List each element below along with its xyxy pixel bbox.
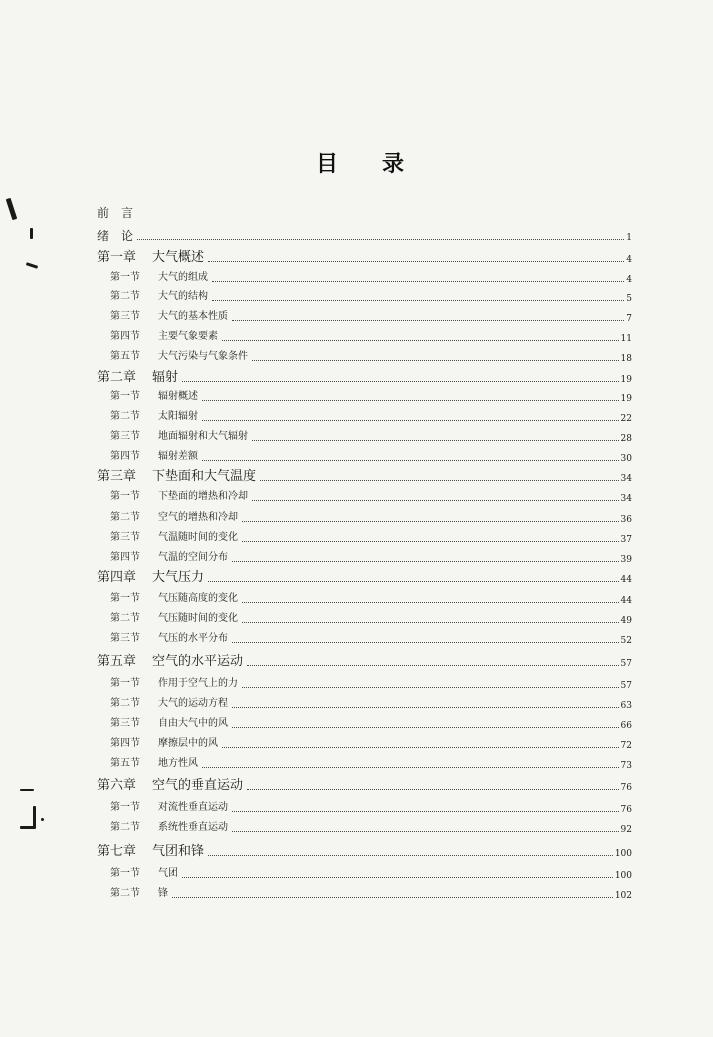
toc-label: 第一节	[110, 593, 140, 604]
toc-title: 下垫面和大气温度	[152, 469, 257, 484]
toc-leader	[242, 541, 619, 542]
toc-page-number: 72	[620, 741, 632, 751]
toc-page-number: 22	[620, 414, 632, 424]
toc-chapter-row	[97, 249, 632, 267]
toc-leader	[247, 665, 619, 666]
toc-leader	[247, 789, 619, 790]
toc-label: 第四章	[97, 570, 137, 585]
toc-label: 第七章	[97, 844, 137, 859]
toc-section-row	[97, 388, 632, 406]
toc-section-row	[97, 885, 632, 903]
toc-page-number: 57	[620, 659, 632, 669]
toc-section-row	[97, 529, 632, 547]
toc-title: 系统性垂直运动	[158, 822, 228, 833]
toc-page-number: 76	[620, 805, 632, 815]
toc-title: 气压随高度的变化	[158, 593, 238, 604]
toc-page-number: 30	[620, 454, 632, 464]
toc-title: 对流性垂直运动	[158, 802, 228, 813]
toc-leader	[202, 767, 619, 768]
toc-label: 第一节	[110, 868, 140, 879]
page-title: 目 录	[316, 151, 405, 177]
toc-leader	[252, 500, 619, 501]
toc-page-number: 4	[626, 255, 632, 265]
toc-title: 大气污染与气象条件	[158, 351, 248, 362]
toc-label: 第四节	[110, 451, 140, 462]
toc-page-number: 102	[614, 891, 632, 901]
toc-chapter-row	[97, 653, 632, 671]
toc-section-row	[97, 269, 632, 287]
toc-chapter-row	[97, 569, 632, 587]
toc-label: 第二节	[110, 822, 140, 833]
toc-page-number: 34	[620, 494, 632, 504]
toc-page-number: 76	[620, 783, 632, 793]
toc-page-number: 52	[620, 636, 632, 646]
toc-leader	[202, 420, 619, 421]
toc-title: 大气概述	[152, 250, 205, 265]
toc-leader	[242, 602, 619, 603]
toc-title: 下垫面的增热和冷却	[158, 491, 248, 502]
toc-page-number: 28	[620, 434, 632, 444]
toc-leader	[222, 747, 619, 748]
toc-page-number: 63	[620, 701, 632, 711]
toc-label: 第二节	[110, 291, 140, 302]
scan-mark	[41, 818, 44, 821]
toc-section-row	[97, 488, 632, 506]
toc-leader	[242, 622, 619, 623]
toc-leader	[232, 831, 619, 832]
toc-leader	[252, 360, 619, 361]
toc-leader	[242, 687, 619, 688]
toc-leader	[232, 811, 619, 812]
toc-label: 第二节	[110, 613, 140, 624]
toc-title: 自由大气中的风	[158, 718, 228, 729]
toc-label: 第二章	[97, 370, 137, 385]
toc-label: 第四节	[110, 331, 140, 342]
toc-leader	[260, 480, 619, 481]
toc-title: 空气的水平运动	[152, 654, 244, 669]
toc-section-row	[97, 428, 632, 446]
toc-chapter-row	[97, 369, 632, 387]
toc-section-row	[97, 610, 632, 628]
toc-front-row	[97, 227, 632, 245]
toc-page-number: 7	[626, 314, 632, 324]
toc-leader	[232, 561, 619, 562]
toc-title: 辐射概述	[158, 391, 198, 402]
toc-title: 地方性风	[158, 758, 198, 769]
toc-title: 辐射	[152, 370, 179, 385]
toc-page-number: 19	[620, 375, 632, 385]
toc-section-row	[97, 328, 632, 346]
scan-mark	[30, 228, 33, 239]
toc-title: 气压的水平分布	[158, 633, 228, 644]
toc-leader	[222, 340, 619, 341]
toc-label: 第三节	[110, 532, 140, 543]
toc-title: 空气的垂直运动	[152, 778, 244, 793]
toc-section-row	[97, 799, 632, 817]
toc-title: 大气的运动方程	[158, 698, 228, 709]
toc-title: 气压随时间的变化	[158, 613, 238, 624]
toc-page-number: 18	[620, 354, 632, 364]
toc-title: 摩擦层中的风	[158, 738, 218, 749]
toc-page-number: 34	[620, 474, 632, 484]
toc-leader	[232, 727, 619, 728]
toc-title: 主要气象要素	[158, 331, 218, 342]
toc-page-number: 11	[620, 334, 632, 344]
toc-label: 第五节	[110, 758, 140, 769]
scan-mark	[20, 789, 34, 791]
toc-label: 第一节	[110, 802, 140, 813]
toc-section-row	[97, 348, 632, 366]
toc-page-number: 37	[620, 535, 632, 545]
toc-page-number: 92	[620, 825, 632, 835]
toc-title: 地面辐射和大气辐射	[158, 431, 248, 442]
toc-label: 第三节	[110, 633, 140, 644]
toc-label: 第一节	[110, 491, 140, 502]
toc-leader	[202, 460, 619, 461]
toc-leader	[172, 897, 613, 898]
toc-page-number: 39	[620, 555, 632, 565]
toc-title: 作用于空气上的力	[158, 678, 238, 689]
scan-mark	[33, 806, 36, 828]
toc-leader	[137, 239, 624, 240]
toc-label: 第四节	[110, 738, 140, 749]
toc-leader	[212, 300, 624, 301]
toc-title: 空气的增热和冷却	[158, 512, 238, 523]
toc-label: 第三节	[110, 431, 140, 442]
toc-label: 第三节	[110, 311, 140, 322]
toc-label: 第一节	[110, 678, 140, 689]
toc-label: 第四节	[110, 552, 140, 563]
toc-leader	[252, 440, 619, 441]
toc-page-number: 4	[626, 275, 632, 285]
toc-page-number: 57	[620, 681, 632, 691]
toc-section-row	[97, 675, 632, 693]
toc-leader	[208, 261, 624, 262]
toc-section-row	[97, 288, 632, 306]
toc-section-row	[97, 408, 632, 426]
toc-label: 第六章	[97, 778, 137, 793]
toc-chapter-row	[97, 777, 632, 795]
toc-title: 锋	[158, 888, 168, 899]
toc-page-number: 44	[620, 596, 632, 606]
toc-page-number: 73	[620, 761, 632, 771]
toc-page-number: 44	[620, 575, 632, 585]
toc-section-row	[97, 735, 632, 753]
toc-leader	[208, 581, 619, 582]
scan-mark	[20, 826, 36, 829]
toc-leader	[202, 400, 619, 401]
toc-title: 前 言	[97, 206, 134, 220]
toc-title: 大气压力	[152, 570, 205, 585]
toc-label: 第二节	[110, 698, 140, 709]
toc-title: 大气的基本性质	[158, 311, 228, 322]
toc-page-number: 66	[620, 721, 632, 731]
toc-section-row	[97, 715, 632, 733]
toc-title: 气团	[158, 868, 178, 879]
toc-title: 太阳辐射	[158, 411, 198, 422]
toc-title: 气团和锋	[152, 844, 205, 859]
toc-label: 第二节	[110, 512, 140, 523]
toc-section-row	[97, 755, 632, 773]
toc-section-row	[97, 865, 632, 883]
toc-page-number: 49	[620, 616, 632, 626]
toc-title: 辐射差额	[158, 451, 198, 462]
toc-title: 气温的空间分布	[158, 552, 228, 563]
toc-title: 气温随时间的变化	[158, 532, 238, 543]
toc-label: 第一节	[110, 272, 140, 283]
toc-section-row	[97, 695, 632, 713]
toc-chapter-row	[97, 468, 632, 486]
toc-leader	[232, 320, 624, 321]
toc-section-row	[97, 549, 632, 567]
toc-section-row	[97, 630, 632, 648]
toc-label: 第一节	[110, 391, 140, 402]
toc-label: 第五节	[110, 351, 140, 362]
toc-leader	[208, 855, 613, 856]
toc-label: 第二节	[110, 888, 140, 899]
toc-page-number: 36	[620, 515, 632, 525]
toc-page-number: 19	[620, 394, 632, 404]
toc-leader	[242, 521, 619, 522]
toc-page-number: 100	[614, 849, 632, 859]
toc-label: 第三节	[110, 718, 140, 729]
toc-section-row	[97, 590, 632, 608]
toc-front-row	[97, 204, 632, 222]
toc-label: 第二节	[110, 411, 140, 422]
toc-label: 第三章	[97, 469, 137, 484]
toc-page-number: 1	[626, 233, 632, 243]
toc-label: 第一章	[97, 250, 137, 265]
toc-section-row	[97, 819, 632, 837]
toc-title: 大气的组成	[158, 272, 208, 283]
toc-leader	[182, 877, 613, 878]
toc-leader	[232, 707, 619, 708]
toc-section-row	[97, 448, 632, 466]
toc-page-number: 5	[626, 294, 632, 304]
toc-leader	[212, 281, 624, 282]
toc-chapter-row	[97, 843, 632, 861]
toc-leader	[232, 642, 619, 643]
toc-section-row	[97, 308, 632, 326]
toc-label: 第五章	[97, 654, 137, 669]
toc-section-row	[97, 509, 632, 527]
toc-page-number: 100	[614, 871, 632, 881]
toc-title: 绪 论	[97, 229, 134, 243]
toc-leader	[182, 381, 619, 382]
toc-title: 大气的结构	[158, 291, 208, 302]
